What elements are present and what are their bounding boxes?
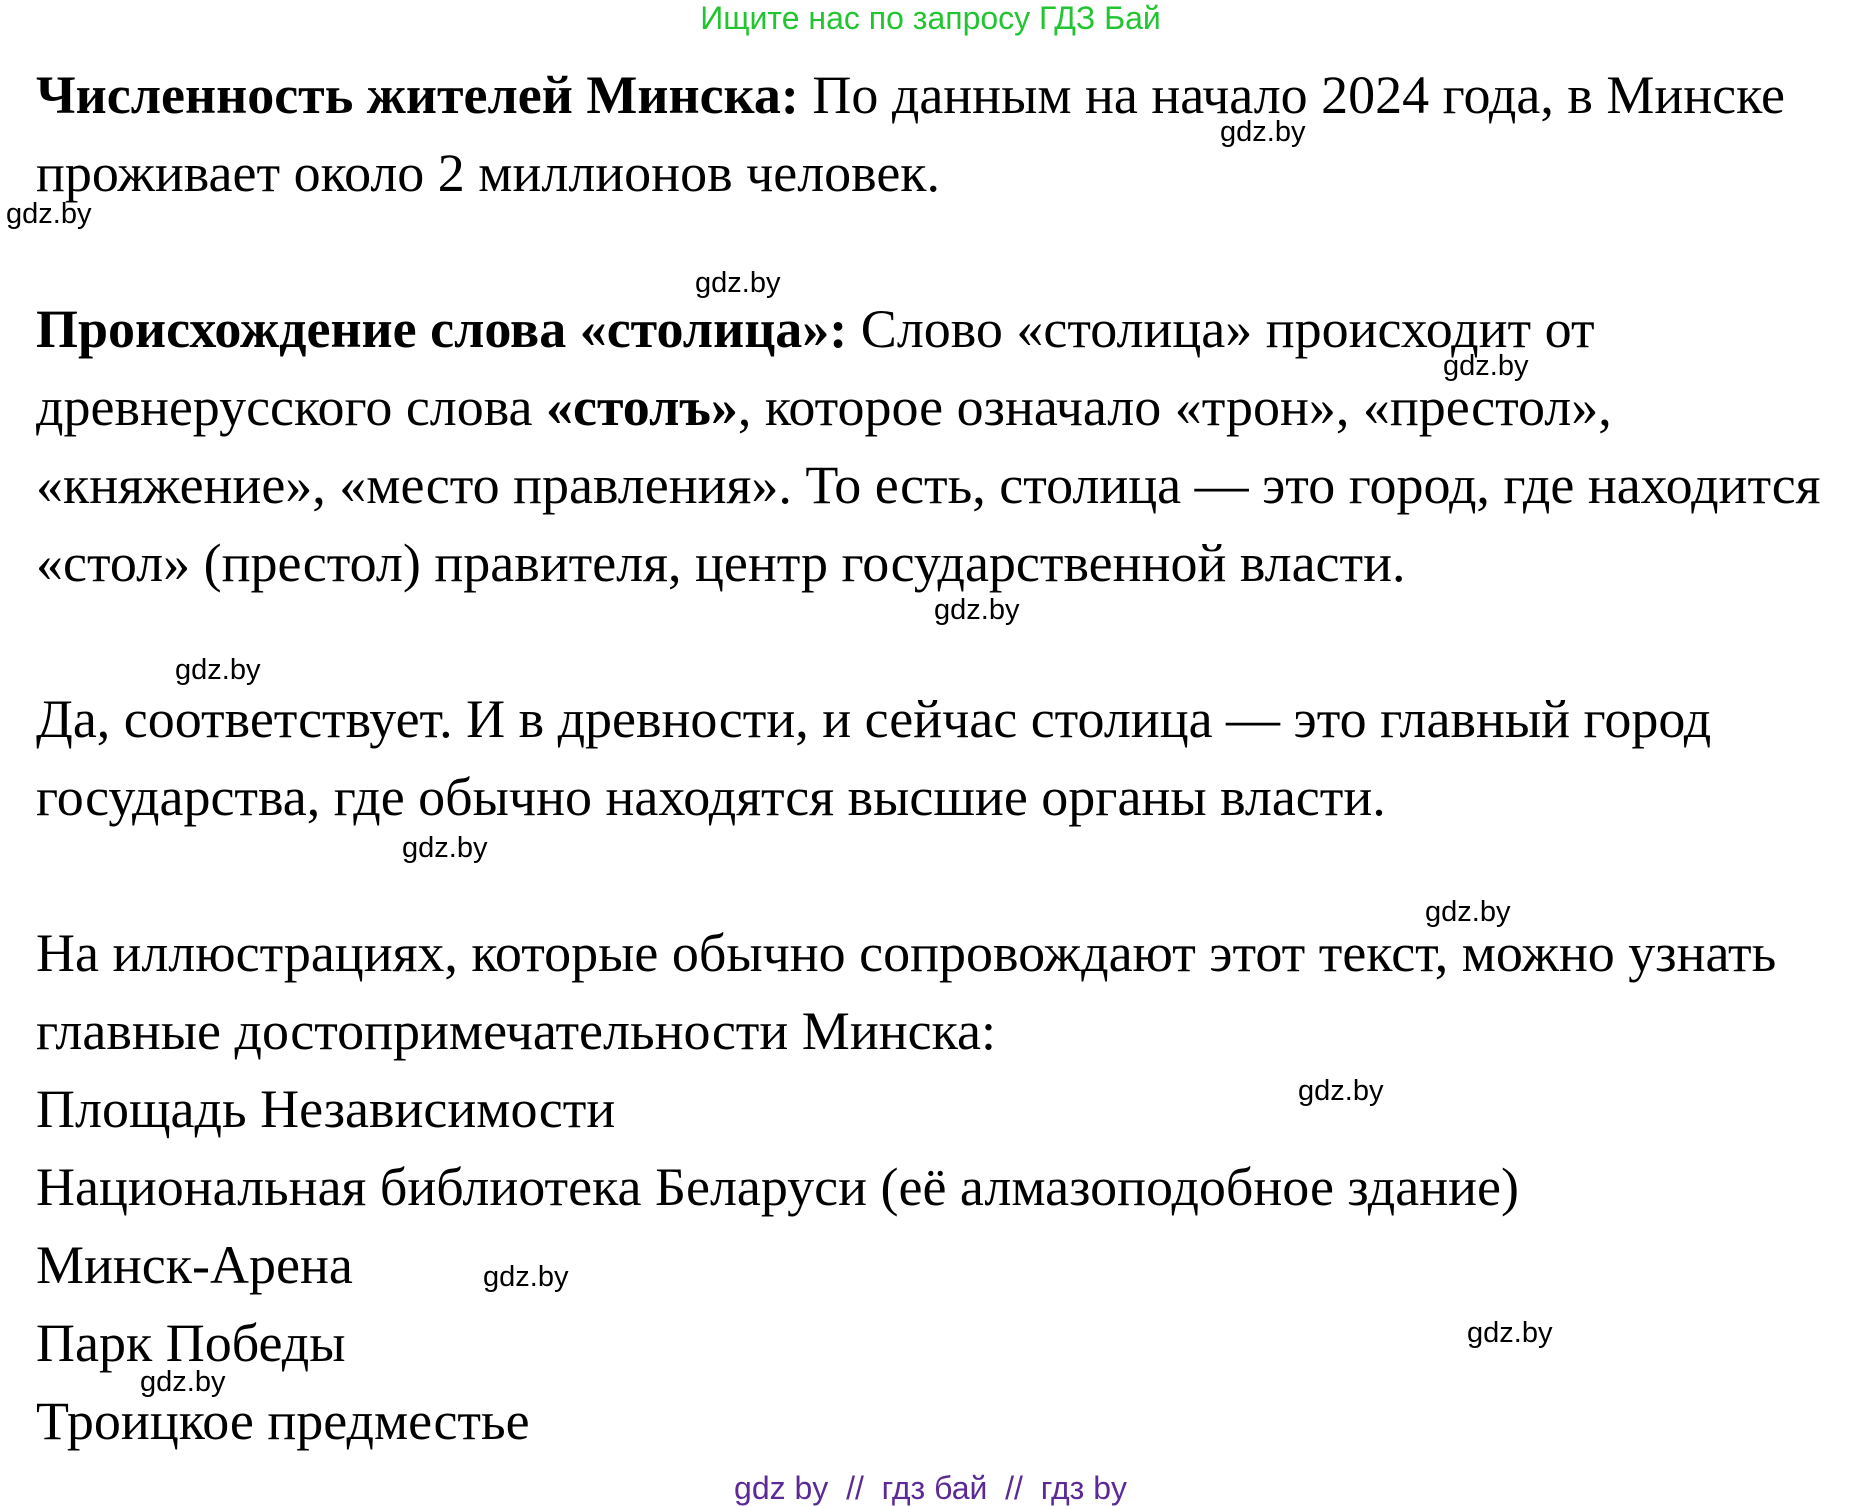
watermark: gdz.by (1425, 896, 1511, 928)
landmarks-list (36, 1070, 1836, 1460)
etymology-text-a: Слово «столица» происходит от древнерусского слова (36, 299, 1595, 437)
watermark: gdz.by (1443, 350, 1529, 382)
watermark: gdz.by (483, 1261, 569, 1293)
etymology-text-b: , которое означало «трон», «престол», «княжение», «место правления». То есть, столица — это город, где находится «стол» (престол) правителя, центр государственной власти. (36, 377, 1821, 593)
paragraph-etymology (36, 290, 1836, 602)
watermark: gdz.by (1220, 116, 1306, 148)
paragraph-population (36, 56, 1836, 212)
search-hint-link[interactable]: Ищите нас по запросу ГДЗ Бай (700, 0, 1161, 36)
watermark: gdz.by (140, 1366, 226, 1398)
list-item: Национальная библиотека Беларуси (её алмазоподобное здание) (36, 1157, 1519, 1217)
paragraph-landmarks (36, 914, 1836, 1460)
watermark: gdz.by (934, 594, 1020, 626)
list-item: Парк Победы (36, 1313, 346, 1373)
etymology-heading: Происхождение слова «столица»: (36, 299, 848, 359)
population-text: По данным на начало 2024 года, в Минске проживает около 2 миллионов человек. (36, 65, 1785, 203)
watermark: gdz.by (695, 267, 781, 299)
document-body (36, 56, 1836, 1460)
list-item: Минск-Арена (36, 1235, 353, 1295)
landmarks-intro: На иллюстрациях, которые обычно сопровождают этот текст, можно узнать главные достопримечательности Минска: (36, 923, 1777, 1061)
population-heading: Численность жителей Минска: (36, 65, 799, 125)
answer-text: Да, соответствует. И в древности, и сейчас столица — это главный город государства, где обычно находятся высшие органы власти. (36, 689, 1712, 827)
list-item: Площадь Независимости (36, 1079, 616, 1139)
watermark: gdz.by (1467, 1317, 1553, 1349)
watermark: gdz.by (402, 832, 488, 864)
watermark: gdz.by (6, 198, 92, 230)
paragraph-answer (36, 680, 1836, 836)
footer-links[interactable]: gdz by // гдз бай // гдз by (734, 1470, 1127, 1506)
watermark: gdz.by (175, 654, 261, 686)
list-item: Троицкое предместье (36, 1391, 530, 1451)
watermark: gdz.by (1298, 1075, 1384, 1107)
etymology-term: «столъ» (546, 377, 738, 437)
